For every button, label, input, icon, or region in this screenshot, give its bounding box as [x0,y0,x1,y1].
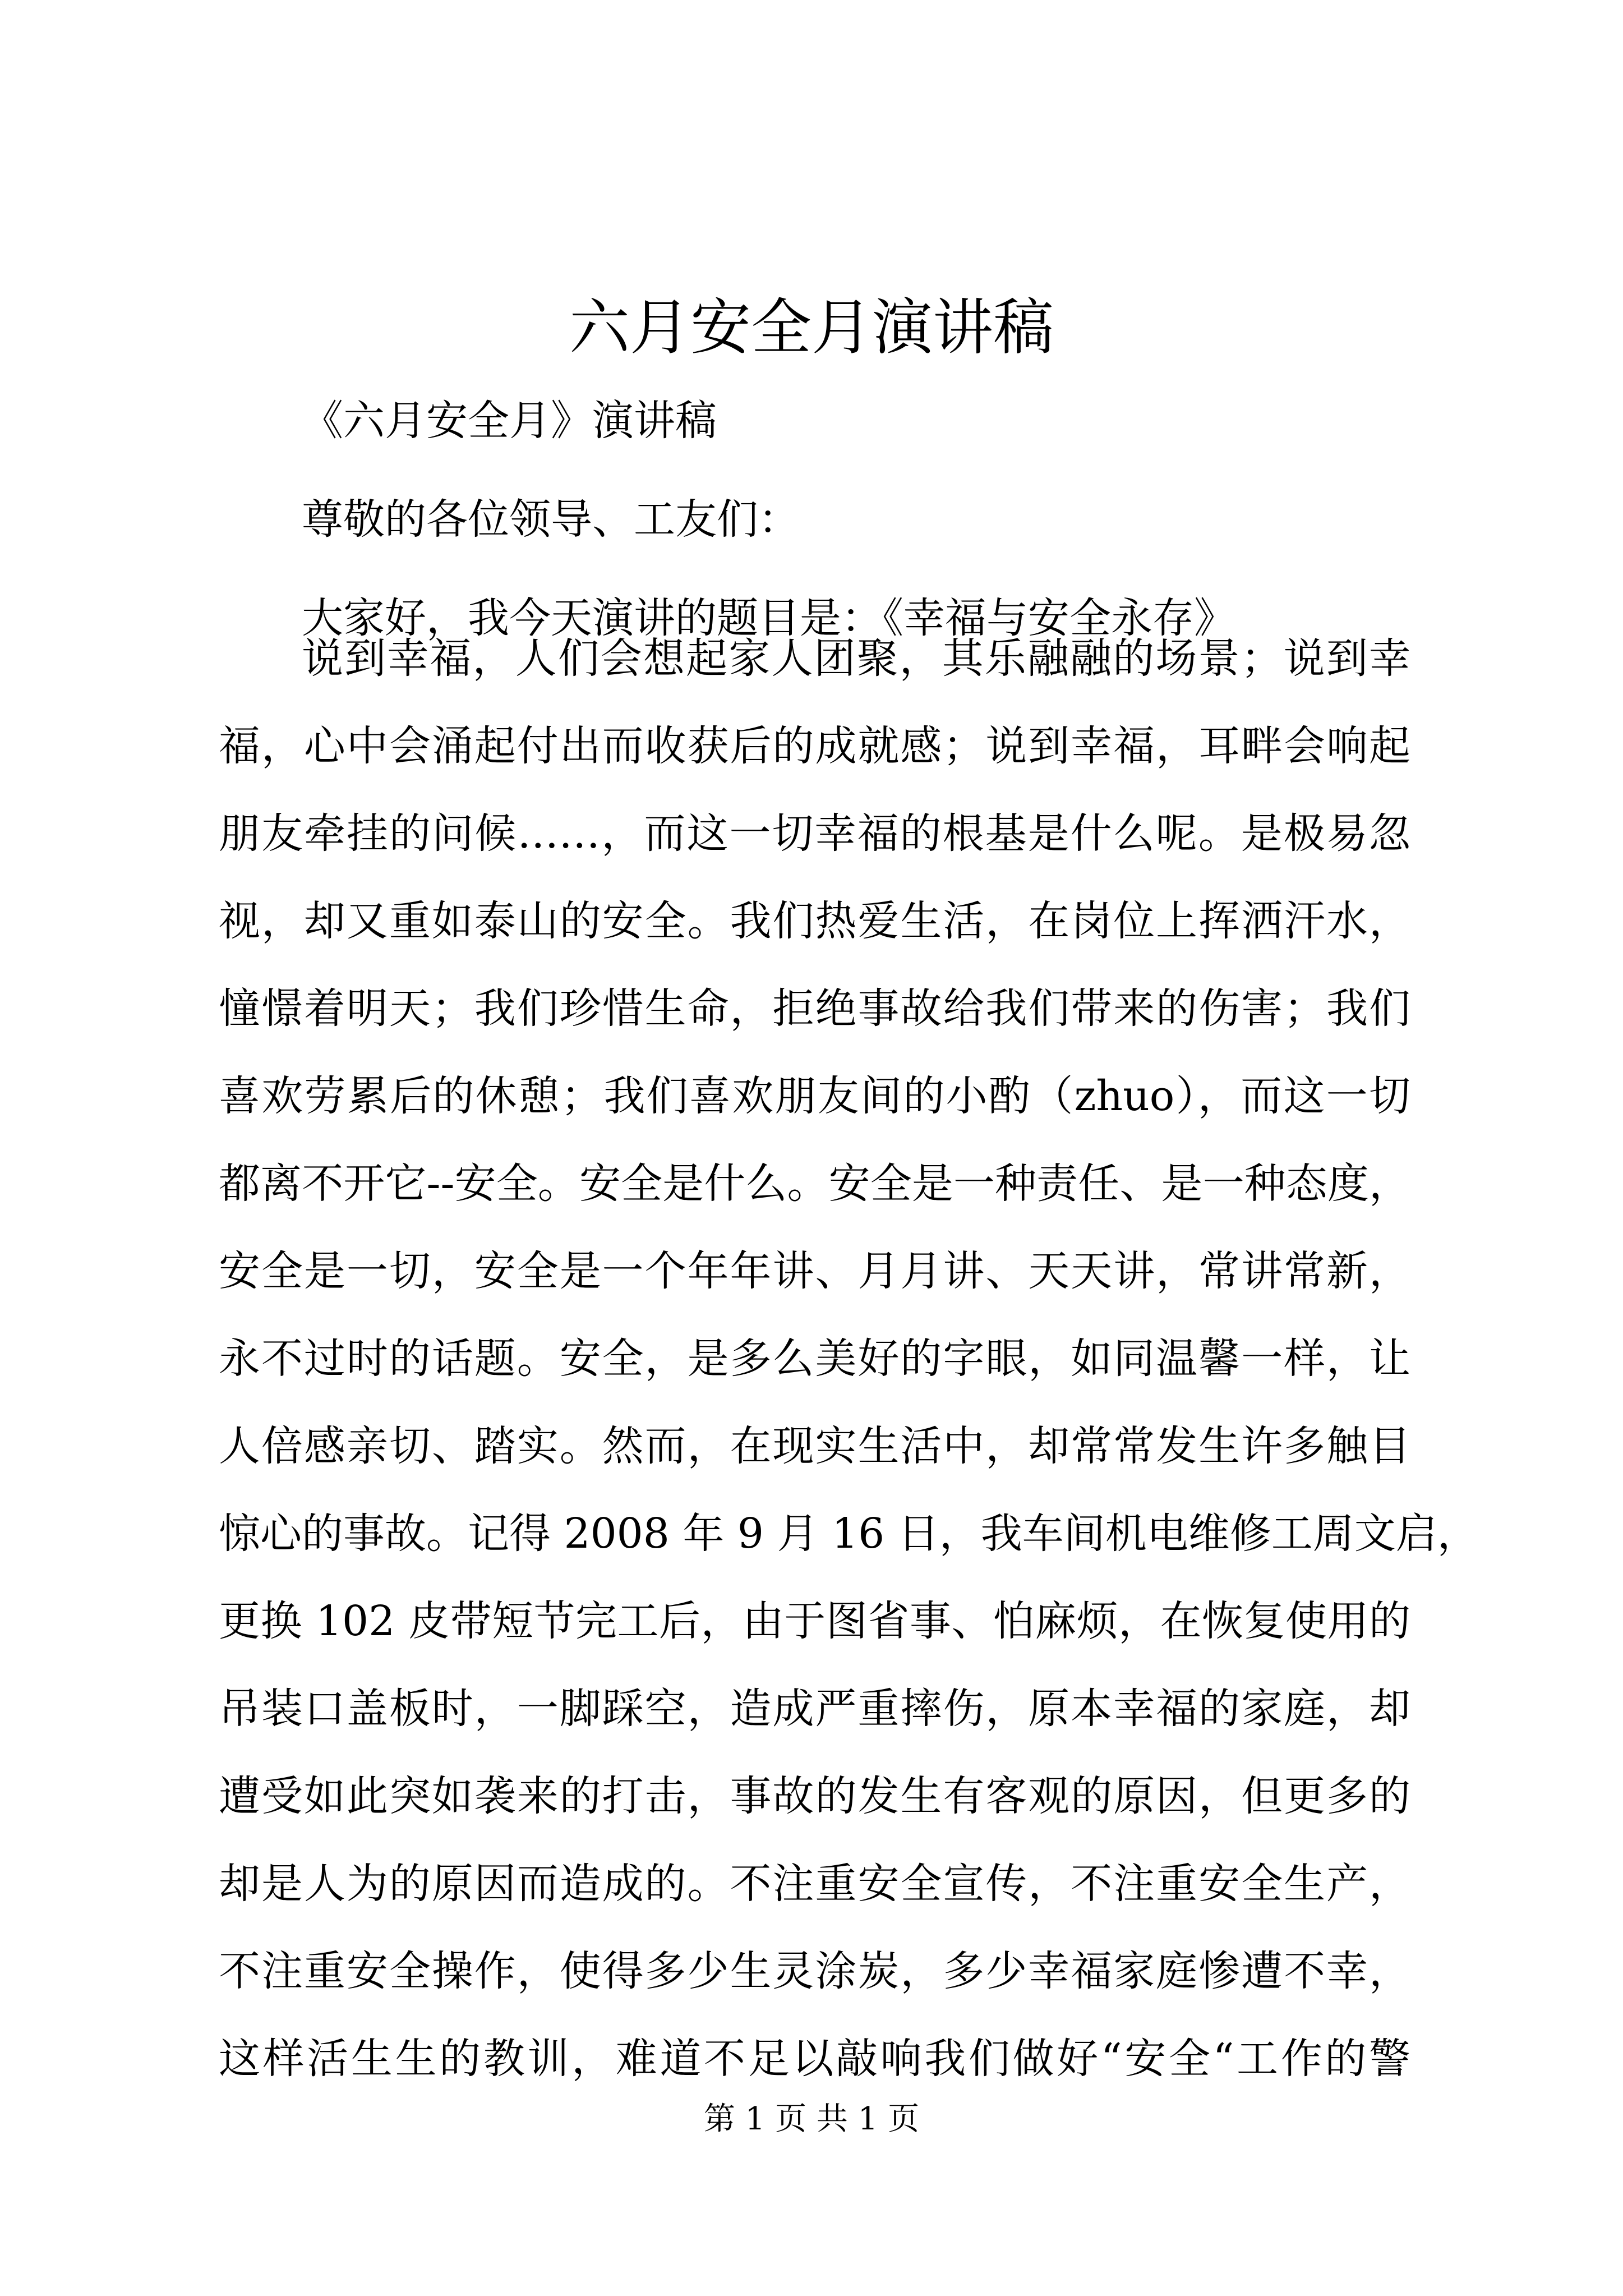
body-line: 朋友牵挂的问候……，而这一切幸福的根基是什么呢。是极易忽 [219,809,1410,858]
body-line: 惊心的事故。记得 2008 年 9 月 16 日，我车间机电维修工周文启， [219,1510,1479,1558]
body-line: 吊装口盖板时，一脚踩空，造成严重摔伤，原本幸福的家庭，却 [219,1685,1410,1733]
body-line: 却是人为的原因而造成的。不注重安全宣传，不注重安全生产， [219,1860,1410,1908]
body-line: 说到幸福，人们会想起家人团聚，其乐融融的场景；说到幸 [302,634,1410,683]
body-line: 人倍感亲切、踏实。然而，在现实生活中，却常常发生许多触目 [219,1422,1410,1470]
body-line: 憧憬着明天；我们珍惜生命，拒绝事故给我们带来的伤害；我们 [219,984,1410,1033]
page-footer: 第 1 页 共 1 页 [703,2101,920,2137]
body-line: 不注重安全操作，使得多少生灵涂炭，多少幸福家庭惨遭不幸， [219,1947,1410,1995]
intro-line: 大家好，我今天演讲的题目是：《幸福与安全永存》 [302,594,1235,642]
body-line: 遭受如此突如袭来的打击，事故的发生有客观的原因，但更多的 [219,1772,1410,1820]
body-line: 永不过时的话题。安全，是多么美好的字眼，如同温馨一样，让 [219,1335,1410,1383]
page-title: 六月安全月演讲稿 [569,293,1054,363]
body-line: 福，心中会涌起付出而收获后的成就感；说到幸福，耳畔会响起 [219,722,1410,770]
body-line: 视，却又重如泰山的安全。我们热爱生活，在岗位上挥洒汗水， [219,897,1410,945]
subtitle-line: 《六月安全月》演讲稿 [302,397,717,445]
salutation-line: 尊敬的各位领导、工友们： [302,495,800,544]
body-line: 安全是一切，安全是一个年年讲、月月讲、天天讲，常讲常新， [219,1247,1410,1295]
body-line: 更换 102 皮带短节完工后，由于图省事、怕麻烦，在恢复使用的 [219,1597,1410,1645]
body-line: 都离不开它--安全。安全是什么。安全是一种责任、是一种态度， [219,1159,1410,1208]
body-line: 这样活生生的教训，难道不足以敲响我们做好“安全“工作的警 [219,2035,1410,2083]
body-line: 喜欢劳累后的休憩；我们喜欢朋友间的小酌（zhuo），而这一切 [219,1072,1410,1120]
